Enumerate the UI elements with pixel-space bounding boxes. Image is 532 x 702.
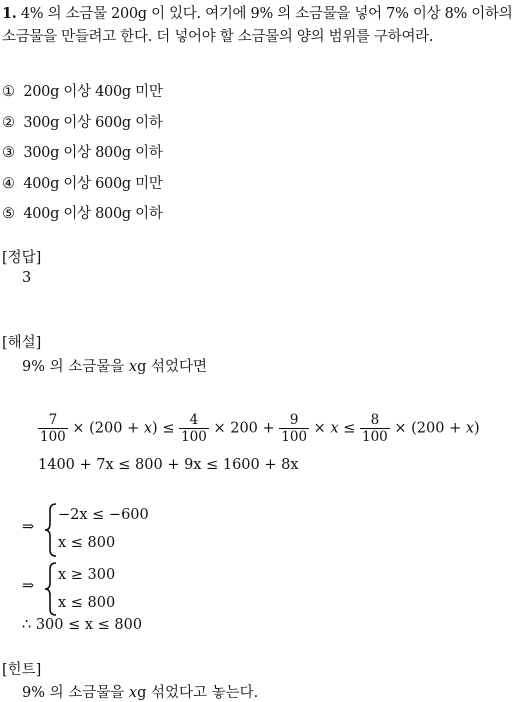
question-line-2: 소금물을 만들려고 한다. 더 넣어야 할 소금물의 양의 범위를 구하여라.: [2, 29, 434, 45]
question-line-1: [2, 2, 512, 23]
system-1-bottom: x ≤ 800: [58, 535, 116, 551]
denominator: 100: [281, 429, 308, 445]
option-2: [2, 111, 163, 132]
fraction: [279, 412, 309, 445]
variable-x: x: [128, 685, 138, 701]
denominator: 100: [362, 429, 388, 445]
answer-value: 3: [22, 270, 32, 286]
numerator: 9: [289, 412, 299, 428]
explanation-intro: [22, 355, 207, 376]
eq-part: × (200 +: [72, 420, 144, 437]
implies-arrow-1: ⇒: [22, 519, 35, 535]
numerator: 4: [189, 412, 199, 428]
option-marker: ⑤: [2, 206, 15, 222]
denominator: 100: [181, 429, 207, 445]
hint-text-a: 9% 의 소금물을: [22, 685, 129, 701]
option-text: 400g 이상 600g 미만: [23, 176, 163, 192]
explanation-label: [해설]: [2, 335, 42, 351]
fraction: [179, 412, 209, 445]
system-2-bottom: x ≤ 800: [58, 595, 116, 611]
option-4: [2, 172, 163, 193]
implies-arrow-2: ⇒: [22, 578, 35, 594]
option-text: 300g 이상 600g 이하: [23, 115, 163, 131]
option-1: [2, 80, 163, 101]
option-text: 400g 이상 800g 이하: [23, 206, 163, 222]
numerator: 7: [48, 412, 58, 428]
fraction: [360, 412, 390, 445]
intro-text-2: g 섞었다면: [137, 359, 207, 375]
hint-text-b: g 섞었다고 놓는다.: [137, 685, 259, 701]
system-2-top: x ≥ 300: [58, 567, 116, 583]
denominator: 100: [40, 429, 66, 445]
equation-2: 1400 + 7x ≤ 800 + 9x ≤ 1600 + 8x: [38, 457, 299, 473]
system-1-top: −2x ≤ −600: [58, 507, 149, 523]
fraction: [38, 412, 68, 445]
eq-part: ×: [313, 420, 331, 437]
variable-x: x: [330, 420, 339, 437]
eq-part: × (200 +: [394, 420, 466, 437]
option-5: [2, 202, 163, 223]
option-marker: ②: [2, 115, 15, 131]
equation-1: [38, 412, 480, 445]
eq-part: ≤: [338, 420, 360, 437]
left-brace-icon: [44, 562, 58, 616]
variable-x: x: [128, 359, 138, 375]
option-marker: ①: [2, 84, 15, 100]
option-3: [2, 141, 163, 162]
variable-x: x: [465, 420, 475, 437]
option-marker: ④: [2, 176, 15, 192]
option-marker: ③: [2, 145, 15, 161]
eq-part: ): [474, 420, 480, 437]
eq-part: ) ≤: [152, 420, 180, 437]
intro-text: 9% 의 소금물을: [22, 359, 129, 375]
eq-part: × 200 +: [213, 420, 280, 437]
question-number: 1.: [2, 5, 17, 22]
hint-label: [힌트]: [2, 662, 42, 678]
option-text: 200g 이상 400g 미만: [23, 84, 163, 100]
answer-label: [정답]: [2, 250, 42, 266]
variable-x: x: [143, 420, 153, 437]
numerator: 8: [370, 412, 380, 428]
left-brace-icon: [44, 503, 58, 557]
conclusion: ∴ 300 ≤ x ≤ 800: [22, 617, 143, 633]
question-text-1: 4% 의 소금물 200g 이 있다. 여기에 9% 의 소금물을 넣어 7% 이상 8% 이하의: [16, 6, 513, 22]
option-text: 300g 이상 800g 이하: [23, 145, 163, 161]
